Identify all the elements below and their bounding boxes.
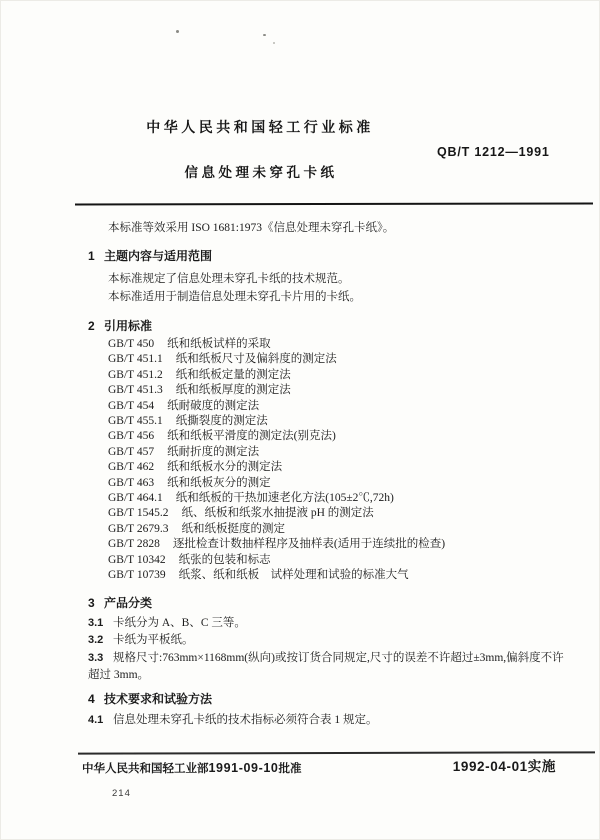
reference-code: GB/T 2679.3	[108, 522, 169, 535]
reference-title: 纸和纸板水分的测定法	[167, 461, 283, 474]
implementation-suffix: 实施	[527, 759, 556, 774]
reference-item	[108, 553, 568, 568]
reference-item	[108, 522, 568, 537]
implementation-statement	[453, 755, 556, 775]
reference-code: GB/T 463	[108, 476, 155, 489]
reference-code: GB/T 457	[108, 445, 155, 458]
reference-title: 纸和纸板平滑度的测定法(别克法)	[167, 430, 336, 443]
reference-code: GB/T 454	[108, 399, 155, 412]
approval-statement	[82, 760, 301, 776]
section-1-number: 1	[88, 249, 95, 263]
section-3-title: 产品分类	[104, 595, 153, 610]
scan-speck	[176, 30, 179, 33]
document-body	[88, 220, 568, 729]
clause	[88, 712, 568, 730]
reference-item	[108, 429, 568, 444]
reference-item	[108, 476, 568, 491]
reference-title: 纸耐破度的测定法	[167, 399, 260, 412]
standard-org-title: 中华人民共和国轻工行业标准	[146, 119, 374, 135]
reference-item	[108, 383, 568, 398]
section-4-items	[88, 712, 568, 730]
section-2-number: 2	[88, 319, 95, 333]
clause	[88, 632, 568, 650]
reference-title: 纸撕裂度的测定法	[175, 415, 268, 428]
reference-item	[108, 445, 568, 460]
reference-code: GB/T 2828	[108, 538, 160, 551]
paragraph: 本标准适用于制造信息处理未穿孔卡片用的卡纸。	[108, 291, 361, 303]
approval-suffix: 批准	[278, 763, 302, 775]
reference-title: 纸、纸板和纸浆水抽提液 pH 的测定法	[181, 507, 374, 520]
section-4-number: 4	[88, 691, 95, 706]
reference-title: 纸和纸板挺度的测定	[181, 522, 285, 535]
section-3-number: 3	[88, 595, 95, 610]
clause	[88, 650, 568, 685]
referenced-standards-list	[88, 337, 568, 584]
reference-item	[108, 568, 568, 583]
clause-number: 3.3	[88, 651, 104, 664]
section-1-title: 主题内容与适用范围	[104, 249, 213, 263]
clause	[88, 615, 568, 633]
implementation-date: 1992-04-01	[452, 759, 528, 774]
reference-code: GB/T 450	[108, 338, 155, 350]
reference-item	[108, 352, 568, 367]
reference-item	[108, 414, 568, 429]
clause-text: 卡纸为平板纸。	[113, 634, 194, 646]
section-1-heading	[88, 248, 568, 264]
approval-authority: 中华人民共和国轻工业部	[82, 763, 209, 775]
reference-code: GB/T 10739	[108, 569, 166, 582]
reference-code: GB/T 451.1	[108, 353, 163, 366]
reference-title: 纸和纸板灰分的测定	[167, 476, 271, 489]
reference-code: GB/T 456	[108, 430, 155, 443]
section-2-heading	[88, 318, 568, 334]
header-divider-rule	[75, 202, 593, 205]
section-3-heading	[88, 595, 568, 611]
adoption-note: 本标准等效采用 ISO 1681:1973《信息处理未穿孔卡纸》。	[108, 222, 395, 234]
reference-title: 逐批检查计数抽样程序及抽样表(适用于连续批的检查)	[172, 538, 446, 551]
reference-title: 纸和纸板的干热加速老化方法(105±2℃,72h)	[175, 492, 394, 505]
reference-code: GB/T 451.3	[108, 384, 163, 397]
document-title: 信息处理未穿孔卡纸	[184, 165, 338, 180]
reference-title: 纸耐折度的测定法	[167, 445, 260, 458]
reference-title: 纸浆、纸和纸板 试样处理和试验的标准大气	[178, 569, 409, 582]
scan-speck	[273, 42, 275, 44]
reference-title: 纸和纸板试样的采取	[167, 338, 271, 350]
section-3-items	[88, 615, 568, 685]
reference-title: 纸和纸板厚度的测定法	[175, 384, 291, 397]
reference-code: GB/T 10342	[108, 553, 166, 566]
paragraph: 本标准规定了信息处理未穿孔卡纸的技术规范。	[108, 273, 350, 285]
reference-code: GB/T 1545.2	[108, 507, 169, 520]
approval-date: 1991-09-10	[208, 761, 279, 775]
clause-number: 3.2	[88, 634, 104, 646]
section-1-paragraphs	[88, 270, 568, 306]
reference-item	[108, 491, 568, 506]
standard-number: QB/T 1212—1991	[437, 145, 550, 159]
reference-item	[108, 368, 568, 383]
reference-item	[108, 537, 568, 552]
reference-code: GB/T 464.1	[108, 492, 163, 505]
footer-divider-rule	[78, 751, 595, 754]
section-2-title: 引用标准	[104, 319, 153, 333]
scan-speck	[263, 34, 266, 36]
reference-title: 纸和纸板尺寸及偏斜度的测定法	[175, 353, 337, 366]
clause-number: 4.1	[88, 713, 104, 726]
section-4-heading	[88, 691, 568, 707]
page-number: 214	[112, 788, 131, 799]
clause-text: 卡纸分为 A、B、C 三等。	[113, 616, 246, 629]
reference-title: 纸张的包装和标志	[178, 553, 271, 566]
reference-item	[108, 337, 568, 352]
clause-text: 规格尺寸:763mm×1168mm(纵向)或按订货合同规定,尺寸的误差不许超过±3mm,偏斜度不许超过 3mm。	[88, 651, 564, 681]
clause-number: 3.1	[88, 616, 104, 629]
reference-item	[108, 460, 568, 475]
reference-code: GB/T 455.1	[108, 415, 163, 428]
reference-item	[108, 399, 568, 414]
section-4-title: 技术要求和试验方法	[104, 691, 213, 706]
reference-code: GB/T 462	[108, 461, 155, 474]
reference-item	[108, 506, 568, 521]
reference-code: GB/T 451.2	[108, 368, 163, 381]
reference-title: 纸和纸板定量的测定法	[175, 368, 291, 381]
clause-text: 信息处理未穿孔卡纸的技术指标必须符合表 1 规定。	[113, 713, 378, 726]
